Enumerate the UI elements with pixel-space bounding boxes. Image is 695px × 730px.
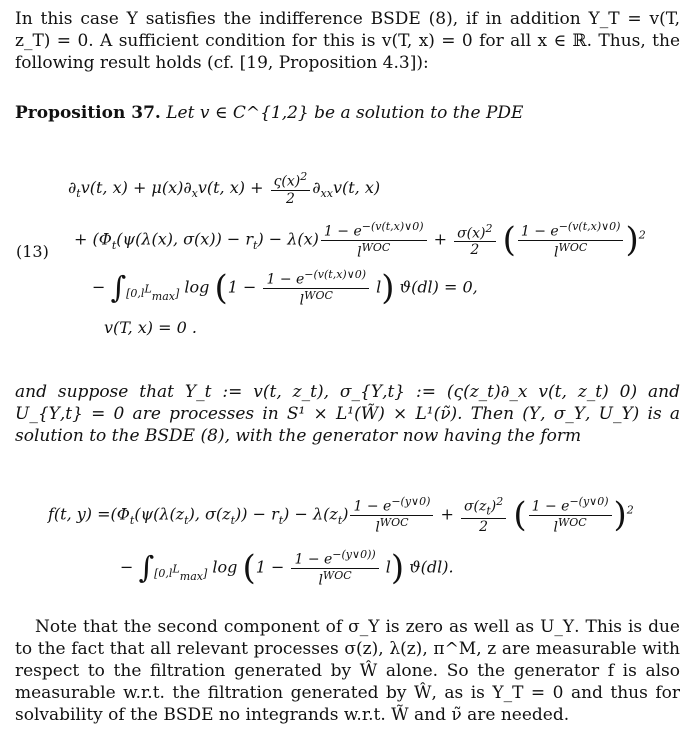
proposition-lead: Let v ∈ C^{1,2} be a solution to the PDE: [166, 103, 524, 123]
pde-line-2: + ($\Phi_t(\psi(\lambda(x)$, $\sigma(x)) - r_t) - \lambda(x)$ $\frac{1 - e^{-(v(t,x)\vee 0)}}{l^{WOC}}$ + $\frac{\sigma(x)^2}{2}$ ( $\frac{1 - e^{-(v(t,x)\vee 0)}}{l^{WOC}}$ )$^2$: [74, 220, 646, 261]
generator-line-1: f(t, $y) =(\Phi_t(\psi(\lambda(z_t)$, $\sigma(z_t)) - r_t) - \lambda(z_t)$ $\frac{1 - e^{-(y\vee 0)}}{l^{WOC}}$ + $\frac{\sigma(z_t)^2}{2}$ ( $\frac{1 - e^{-(y\vee 0)}}{l^{WOC}}$ )$^2$: [48, 495, 634, 536]
note-paragraph: [15, 616, 680, 726]
intro-text: In this case Υ satisfies the indifference BSDE (8), if in addition Υ_T = v(T, z_T) = 0. A sufficient condition for this is v(T, x) = 0 for all x ∈ ℝ. Thus, the following result holds (cf. [19, Proposition 4.3]):: [15, 9, 680, 73]
pde-line-1: $\partial_tv(t$, $x) + \mu(x)\partial_xv(t$, x) + $\frac{\varsigma(x)^2}{2}$ $\partial_{xx}v(t$, x): [68, 170, 381, 207]
suppose-text: and suppose that Υ_t := v(t, z_t), σ_{Υ,t} := (ς(z_t)∂_x v(t, z_t) 0) and U_{Υ,t} = 0 are processes in S¹ × L¹(W̃) × L¹(ν̃). Then (Υ, σ_Υ, U_Υ) is a solution to the BSDE (8), with the generator now having the form: [15, 382, 680, 446]
pde-line-3: − $\int_{[0,lLmax]}$ log (1 − $\frac{1 - e^{-(v(t,x)\vee 0)}}{l^{WOC}}$ l) ϑ(dl) = 0,: [92, 268, 478, 309]
intro-paragraph: [15, 8, 680, 74]
pde-line-4: v(T, x) = 0 .: [104, 318, 197, 337]
proposition-heading: [15, 102, 680, 124]
generator-line-2: − $\int_{[0,lLmax]}$ log (1 − $\frac{1 - e^{-(y\vee 0))}}{l^{WOC}}$ l) ϑ(dl).: [120, 548, 454, 589]
note-text: Note that the second component of σ_Υ is zero as well as U_Υ. This is due to the fact that all relevant processes σ(z), λ(z), π^M, z are measurable with respect to the filtration generated by Ŵ alone. So the generator f is also measurable w.r.t. the filtration generated by Ŵ, as is Υ_T = 0 and thus for solvability of the BSDE no integrands w.r.t. W̃ and ν̃ are needed.: [15, 617, 680, 725]
suppose-paragraph: [15, 381, 680, 447]
proposition-label: Proposition 37.: [15, 103, 161, 123]
equation-number: (13): [16, 242, 49, 261]
